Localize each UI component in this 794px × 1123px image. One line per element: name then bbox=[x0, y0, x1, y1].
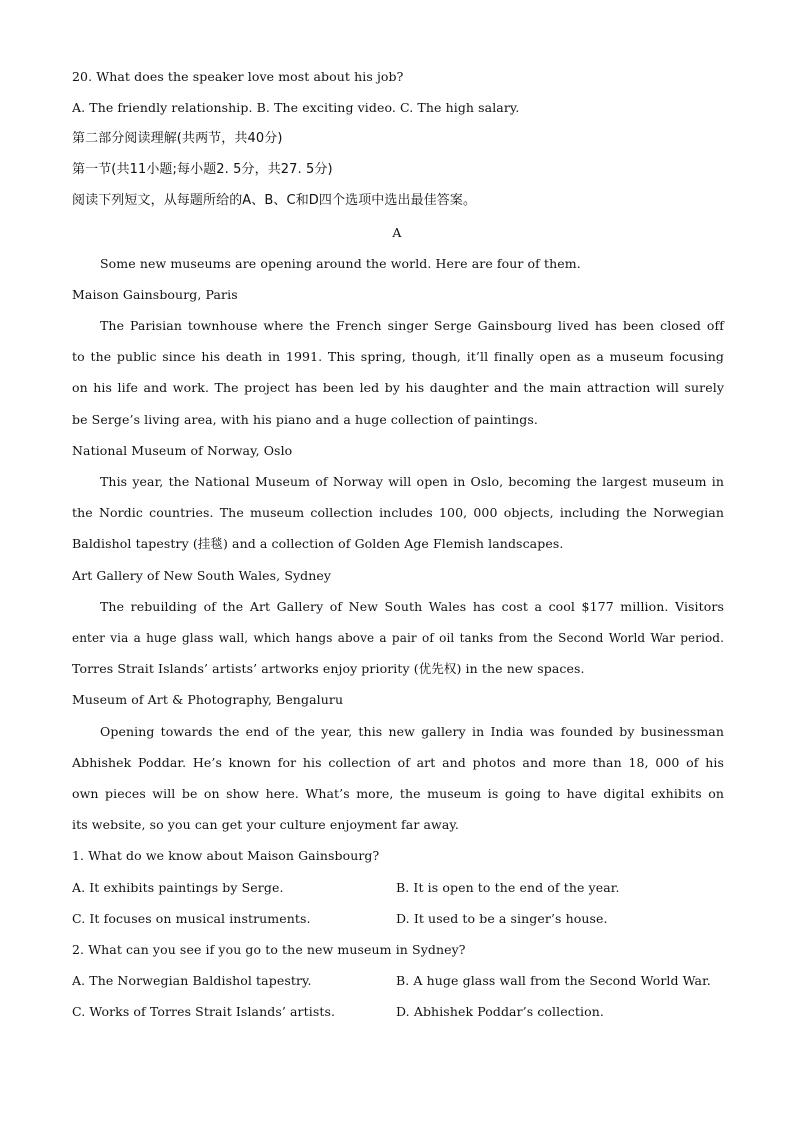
paragraph-line: its website, so you can get your culture enjoyment far away. bbox=[72, 817, 459, 832]
paragraph-line: Abhishek Poddar. He’s known for his collection of art and photos and more than 18, 000 of his bbox=[72, 755, 724, 770]
option-a: A. The Norwegian Baldishol tapestry. bbox=[72, 973, 312, 988]
option-c: C. It focuses on musical instruments. bbox=[72, 911, 311, 926]
paragraph-line: Torres Strait Islands’ artists’ artworks enjoy priority (优先权) in the new spaces. bbox=[72, 661, 585, 676]
paragraph-line: This year, the National Museum of Norway will open in Oslo, becoming the largest museum in bbox=[100, 474, 724, 489]
paragraph-line: to the public since his death in 1991. This spring, though, it’ll finally open as a museum focusing bbox=[72, 349, 724, 364]
paragraph-line: be Serge’s living area, with his piano and a huge collection of paintings. bbox=[72, 412, 538, 427]
paragraph-line: enter via a huge glass wall, which hangs above a pair of oil tanks from the Second World War period. bbox=[72, 631, 724, 645]
paragraph-line: Baldishol tapestry (挂毯) and a collection of Golden Age Flemish landscapes. bbox=[72, 536, 564, 551]
question-2-stem: 2. What can you see if you go to the new museum in Sydney? bbox=[72, 942, 466, 957]
option-b: B. A huge glass wall from the Second World War. bbox=[396, 973, 711, 988]
paragraph-line: Opening towards the end of the year, this new gallery in India was founded by businessman bbox=[100, 724, 724, 739]
paragraph-line: The rebuilding of the Art Gallery of New South Wales has cost a cool $177 million. Visitors bbox=[100, 599, 724, 614]
museum-title: Art Gallery of New South Wales, Sydney bbox=[72, 568, 332, 583]
question-20-stem: 20. What does the speaker love most about his job? bbox=[72, 69, 404, 84]
question-1-options-row-1 bbox=[72, 879, 724, 897]
paragraph-line: The Parisian townhouse where the French singer Serge Gainsbourg lived has been closed off bbox=[100, 318, 724, 333]
paragraph-line: on his life and work. The project has been led by his daughter and the main attraction will surely bbox=[72, 380, 724, 395]
section-heading: 第一节(共11小题;每小题2. 5分，共27. 5分) bbox=[72, 162, 333, 177]
question-1-stem: 1. What do we know about Maison Gainsbourg? bbox=[72, 848, 380, 863]
question-2-options-row-2 bbox=[72, 1003, 724, 1021]
passage-label: A bbox=[392, 225, 402, 240]
question-20-options: A. The friendly relationship. B. The exciting video. C. The high salary. bbox=[72, 100, 520, 115]
question-1-options-row-2 bbox=[72, 910, 724, 928]
option-d: D. It used to be a singer’s house. bbox=[396, 911, 608, 926]
museum-title: Museum of Art & Photography, Bengaluru bbox=[72, 692, 344, 707]
option-c: C. Works of Torres Strait Islands’ artists. bbox=[72, 1004, 336, 1019]
question-2-options-row-1 bbox=[72, 972, 724, 990]
museum-title: Maison Gainsbourg, Paris bbox=[72, 287, 238, 302]
option-a: A. It exhibits paintings by Serge. bbox=[72, 880, 284, 895]
passage-intro: Some new museums are opening around the world. Here are four of them. bbox=[100, 256, 581, 271]
instruction: 阅读下列短文，从每题所给的A、B、C和D四个选项中选出最佳答案。 bbox=[72, 193, 477, 208]
paragraph-line: the Nordic countries. The museum collection includes 100, 000 objects, including the Norwegian bbox=[72, 505, 724, 520]
part-heading: 第二部分阅读理解(共两节，共40分) bbox=[72, 131, 283, 146]
museum-title: National Museum of Norway, Oslo bbox=[72, 443, 293, 458]
option-b: B. It is open to the end of the year. bbox=[396, 880, 620, 895]
paragraph-line: own pieces will be on show here. What’s more, the museum is going to have digital exhibits on bbox=[72, 786, 724, 801]
option-d: D. Abhishek Poddar’s collection. bbox=[396, 1004, 604, 1019]
